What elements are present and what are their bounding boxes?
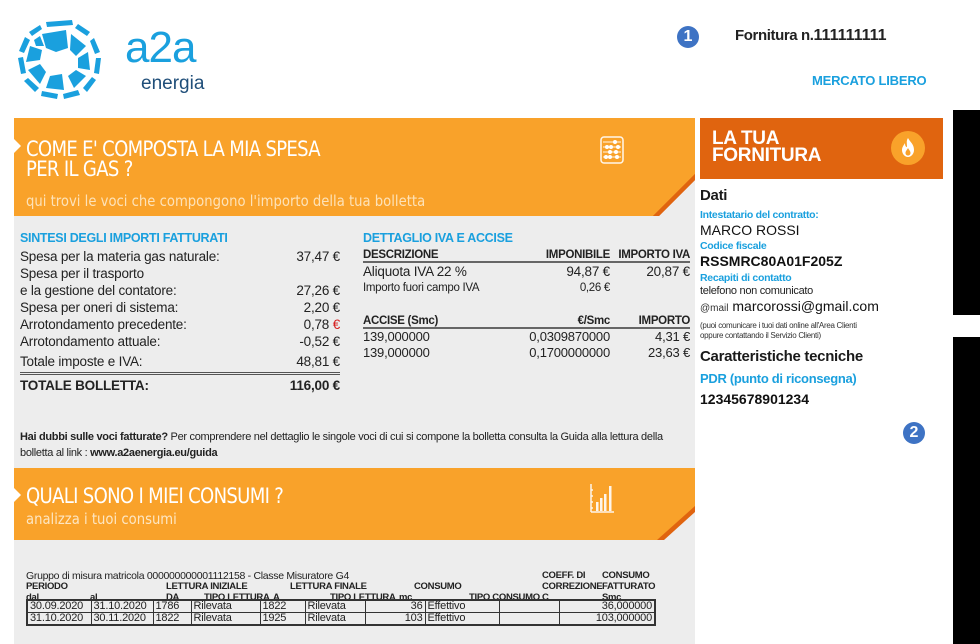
cell-tipo-consumo: Effettivo bbox=[425, 613, 499, 626]
sintesi-label: Totale imposte e IVA: bbox=[20, 354, 143, 369]
sintesi-label: Spesa per la materia gas naturale: bbox=[20, 249, 220, 264]
cell-tipo-lettura: Rilevata bbox=[191, 613, 260, 626]
cell-c bbox=[499, 613, 559, 626]
fornitura-title-line1: LA TUA bbox=[712, 128, 780, 149]
intestatario-value: MARCO ROSSI bbox=[700, 222, 800, 238]
accise-header bbox=[363, 314, 690, 329]
sintesi-label: Spesa per oneri di sistema: bbox=[20, 300, 179, 315]
spesa-title-line2: PER IL GAS ? bbox=[26, 157, 133, 181]
caratteristiche-heading: Caratteristiche tecniche bbox=[700, 348, 863, 365]
sintesi-value: 37,47 € bbox=[296, 249, 340, 264]
consumi-banner bbox=[14, 468, 695, 540]
sintesi-label: e la gestione del contatore: bbox=[20, 283, 177, 298]
total-divider bbox=[20, 372, 340, 375]
callout-badge-2: 2 bbox=[903, 422, 925, 444]
banner-arrow bbox=[14, 488, 21, 502]
mail-prefix: @mail bbox=[700, 303, 729, 314]
spesa-title-line1: COME E' COMPOSTA LA MIA SPESA bbox=[26, 137, 320, 161]
cell-mc: 36 bbox=[365, 600, 425, 613]
header-mc: mc bbox=[399, 592, 413, 603]
accise-smc: 139,000000 bbox=[363, 345, 430, 360]
accise-importo: 23,63 € bbox=[648, 345, 690, 360]
contact-note bbox=[700, 321, 857, 341]
header-coeff-2: CORREZIONE bbox=[542, 581, 603, 592]
accise-row bbox=[363, 329, 690, 345]
cell-al: 31.10.2020 bbox=[91, 600, 153, 613]
iva-header-imponibile: IMPONIBILE bbox=[545, 249, 610, 261]
sintesi-amount: 0,78 bbox=[303, 317, 330, 332]
total-row bbox=[20, 377, 340, 394]
iva-row bbox=[363, 263, 690, 280]
euro-symbol-red: € bbox=[332, 317, 340, 332]
guida-link[interactable]: www.a2aenergia.eu/guida bbox=[90, 447, 218, 459]
fornitura-label: Fornitura n. bbox=[735, 27, 814, 44]
logo-brand-text: a2a bbox=[125, 23, 196, 72]
sintesi-value bbox=[304, 316, 340, 333]
header-dal: dal bbox=[26, 592, 39, 603]
cell-dal: 30.09.2020 bbox=[27, 600, 91, 613]
cell-dal: 31.10.2020 bbox=[27, 613, 91, 626]
abacus-icon bbox=[600, 136, 624, 164]
cell-mc: 103 bbox=[365, 613, 425, 626]
email-value: marcorossi@gmail.com bbox=[732, 298, 879, 314]
sintesi-value: 48,81 € bbox=[296, 354, 340, 369]
header-tipo-consumo: TIPO CONSUMO bbox=[469, 592, 540, 603]
consumi-row bbox=[27, 600, 655, 613]
recapiti-label: Recapiti di contatto bbox=[700, 272, 792, 284]
iva-table bbox=[363, 248, 690, 297]
sintesi-title: SINTESI DEGLI IMPORTI FATTURATI bbox=[20, 231, 228, 245]
cell-tipo-lettura: Rilevata bbox=[305, 613, 365, 626]
codice-fiscale-label: Codice fiscale bbox=[700, 240, 767, 252]
sintesi-row bbox=[20, 282, 340, 299]
sintesi-row bbox=[20, 248, 340, 265]
cell-smc: 103,000000 bbox=[559, 613, 655, 626]
sintesi-value: -0,52 € bbox=[299, 334, 340, 349]
sintesi-value: 27,26 € bbox=[296, 283, 340, 298]
sintesi-row bbox=[20, 299, 340, 316]
header-smc: Smc bbox=[602, 592, 622, 603]
iva-importo bbox=[610, 280, 690, 297]
callout-badge-1: 1 bbox=[677, 26, 699, 48]
cell-da: 1822 bbox=[153, 613, 191, 626]
help-question: Hai dubbi sulle voci fatturate? bbox=[20, 431, 168, 443]
iva-header bbox=[363, 248, 690, 263]
logo-sub-text: energia bbox=[141, 73, 205, 94]
header-consumo-fatt-1: CONSUMO bbox=[602, 570, 650, 581]
cell-a: 1925 bbox=[260, 613, 305, 626]
total-value: 116,00 € bbox=[289, 378, 340, 393]
iva-header-importo: IMPORTO IVA bbox=[618, 249, 690, 261]
pdr-value: 12345678901234 bbox=[700, 391, 810, 407]
bill-composition-panel bbox=[14, 118, 695, 644]
consumi-title: QUALI SONO I MIEI CONSUMI ? bbox=[26, 484, 284, 508]
iva-imponibile: 94,87 € bbox=[566, 264, 610, 279]
sintesi-label: Arrotondamento precedente: bbox=[20, 317, 187, 332]
accise-rate: 0,0309870000 bbox=[529, 329, 610, 344]
iva-imponibile: 0,26 € bbox=[579, 282, 610, 294]
banner-arrow bbox=[14, 139, 21, 153]
flame-icon bbox=[891, 131, 925, 165]
help-note bbox=[20, 429, 690, 461]
iva-desc: Importo fuori campo IVA bbox=[363, 282, 480, 294]
header-a: A bbox=[273, 592, 280, 603]
consumi-subtitle: analizza i tuoi consumi bbox=[26, 510, 177, 528]
fornitura-number bbox=[735, 27, 887, 45]
sintesi-row bbox=[20, 333, 340, 350]
accise-header-rate: €/Smc bbox=[577, 315, 610, 327]
header-tipo-lettura-a: TIPO LETTURA bbox=[204, 592, 270, 603]
a2a-logo-icon bbox=[16, 18, 102, 100]
total-label: TOTALE BOLLETTA: bbox=[20, 378, 149, 393]
redaction-block bbox=[953, 110, 980, 315]
cell-tipo-lettura: Rilevata bbox=[191, 600, 260, 613]
iva-row bbox=[363, 280, 690, 297]
cell-tipo-consumo: Effettivo bbox=[425, 600, 499, 613]
fornitura-value: 111111111 bbox=[813, 27, 887, 44]
header-consumo: CONSUMO bbox=[414, 581, 462, 592]
cell-tipo-lettura: Rilevata bbox=[305, 600, 365, 613]
sintesi-row bbox=[20, 316, 340, 333]
iva-header-descrizione: DESCRIZIONE bbox=[363, 249, 439, 261]
telefono-value: telefono non comunicato bbox=[700, 285, 813, 297]
page-fold-corner bbox=[653, 174, 695, 216]
iva-importo: 20,87 € bbox=[646, 264, 690, 279]
a2a-energia-logo bbox=[16, 18, 216, 98]
header-tipo-lettura-b: TIPO LETTURA bbox=[330, 592, 396, 603]
spesa-subtitle: qui trovi le voci che compongono l'importo della tua bolletta bbox=[26, 192, 426, 210]
accise-table bbox=[363, 314, 690, 361]
pdr-label: PDR (punto di riconsegna) bbox=[700, 371, 857, 386]
fornitura-title bbox=[712, 130, 821, 164]
accise-importo: 4,31 € bbox=[655, 329, 690, 344]
help-text: Per comprendere nel dettaglio le singole voci di cui si compone la bolletta consulta la Guida alla lettura della bolletta al link : bbox=[20, 431, 663, 459]
codice-fiscale-value: RSSMRC80A01F205Z bbox=[700, 253, 843, 269]
header-lettura-finale: LETTURA FINALE bbox=[290, 581, 367, 592]
intestatario-label: Intestatario del contratto: bbox=[700, 209, 819, 221]
sintesi-label: Arrotondamento attuale: bbox=[20, 334, 161, 349]
cell-a: 1822 bbox=[260, 600, 305, 613]
dettaglio-title: DETTAGLIO IVA E ACCISE bbox=[363, 231, 513, 245]
header-c: C bbox=[542, 592, 549, 603]
accise-smc: 139,000000 bbox=[363, 329, 430, 344]
sintesi-row bbox=[20, 353, 340, 370]
accise-header-importo: IMPORTO bbox=[638, 315, 690, 327]
sintesi-value: 2,20 € bbox=[303, 300, 340, 315]
header-lettura-iniziale: LETTURA INIZIALE bbox=[166, 581, 248, 592]
cell-al: 30.11.2020 bbox=[91, 613, 153, 626]
sintesi-row bbox=[20, 265, 340, 282]
sintesi-label: Spesa per il trasporto bbox=[20, 266, 144, 281]
fornitura-title-line2: FORNITURA bbox=[712, 145, 822, 166]
header-consumo-fatt-2: FATTURATO bbox=[602, 581, 656, 592]
spesa-banner bbox=[14, 118, 695, 216]
cell-da: 1786 bbox=[153, 600, 191, 613]
consumi-row bbox=[27, 613, 655, 626]
dati-heading: Dati bbox=[700, 187, 728, 204]
header-da: DA bbox=[166, 592, 180, 603]
accise-row bbox=[363, 345, 690, 361]
header-al: al bbox=[90, 592, 98, 603]
accise-rate: 0,1700000000 bbox=[529, 345, 610, 360]
contact-note-line1: (puoi comunicare i tuoi dati online all'Area Clienti bbox=[700, 321, 857, 330]
iva-desc: Aliquota IVA 22 % bbox=[363, 264, 467, 279]
cell-c bbox=[499, 600, 559, 613]
accise-header-smc: ACCISE (Smc) bbox=[363, 315, 438, 327]
email-field bbox=[700, 298, 879, 314]
redaction-block bbox=[953, 337, 980, 644]
page-fold-corner bbox=[657, 506, 695, 540]
consumi-table bbox=[26, 599, 656, 626]
mercato-libero-label: MERCATO LIBERO bbox=[812, 73, 927, 88]
fornitura-panel bbox=[700, 118, 943, 644]
header-coeff-1: COEFF. DI bbox=[542, 570, 586, 581]
sintesi-table bbox=[20, 248, 340, 394]
bar-chart-icon bbox=[589, 480, 615, 514]
fornitura-banner bbox=[700, 118, 943, 179]
spesa-title bbox=[26, 139, 387, 179]
cell-smc: 36,000000 bbox=[559, 600, 655, 613]
gruppo-misura: Gruppo di misura matricola 000000000001112158 - Classe Misuratore G4 bbox=[26, 570, 349, 582]
header-periodo: PERIODO bbox=[26, 581, 68, 592]
contact-note-line2: oppure contattando il Servizio Clienti) bbox=[700, 331, 821, 340]
